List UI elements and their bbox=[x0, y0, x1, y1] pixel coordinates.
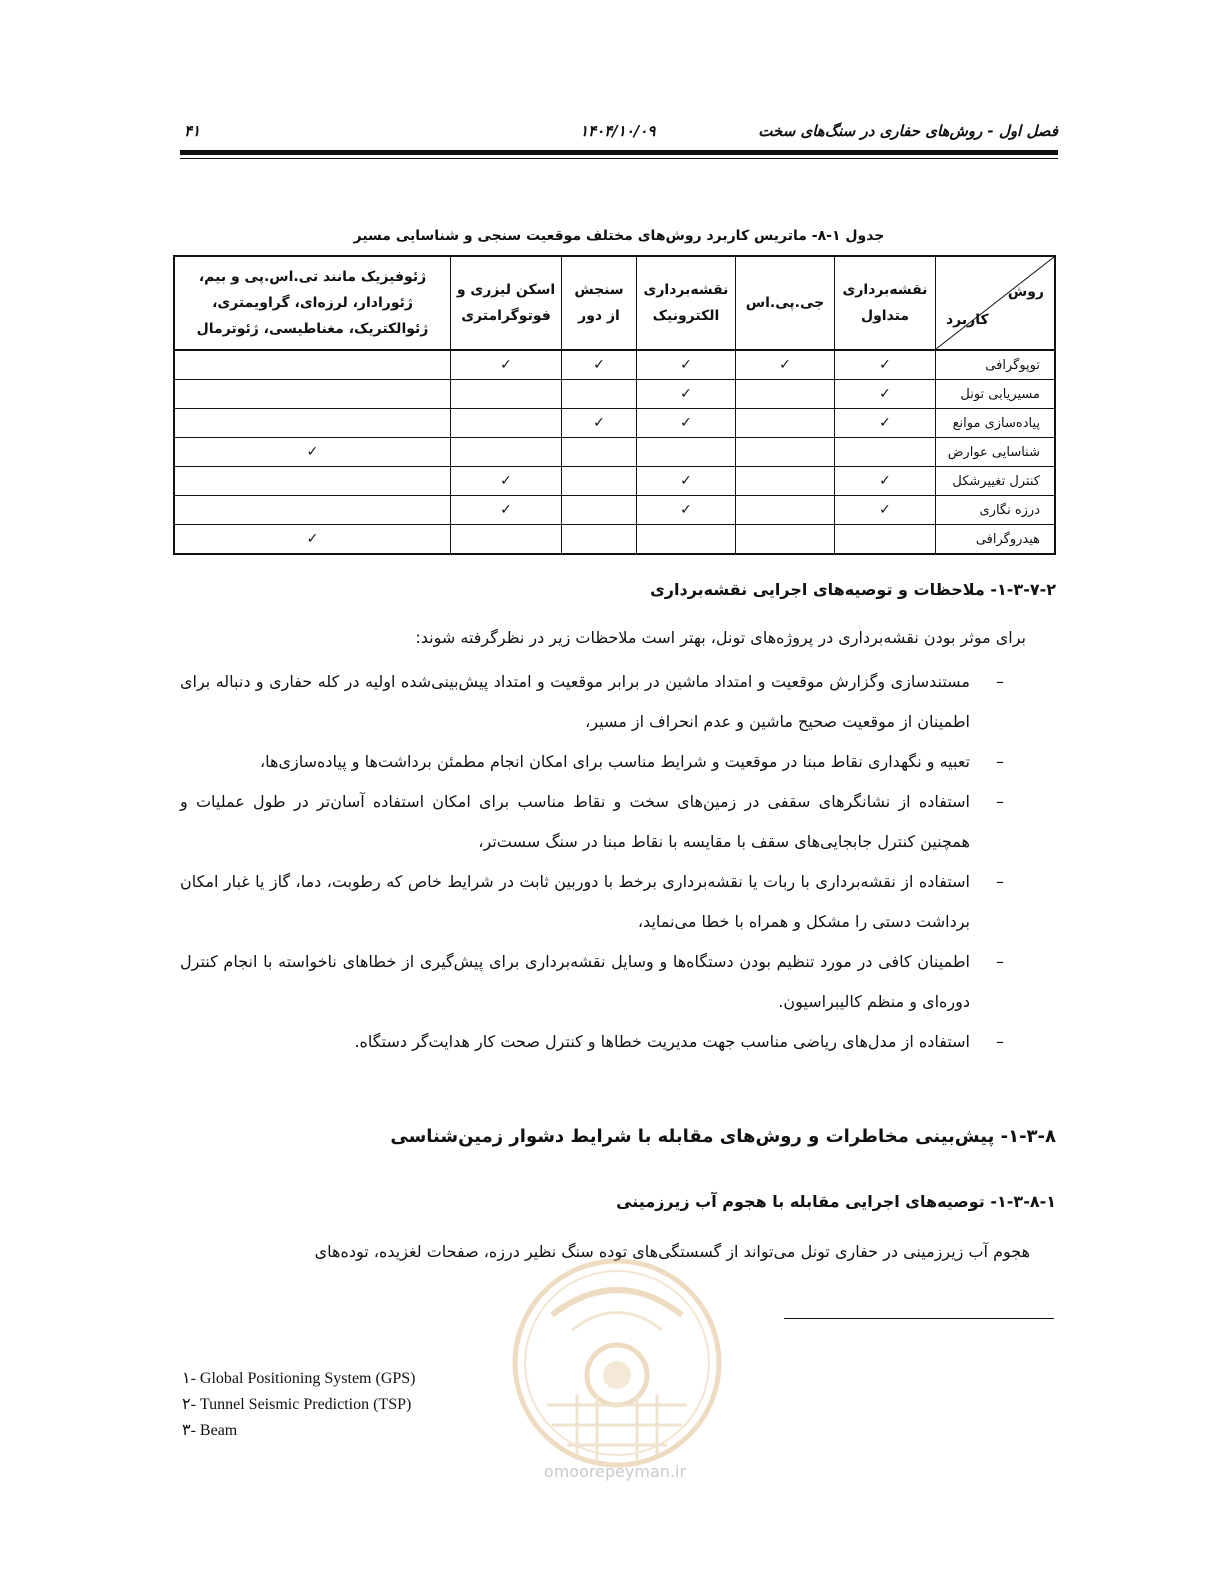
bullet-dash: – bbox=[996, 672, 1004, 691]
column-header bbox=[562, 256, 637, 350]
table-row bbox=[174, 380, 1055, 409]
watermark-url: omoorepeyman.ir bbox=[543, 1462, 687, 1481]
list-item bbox=[180, 862, 1004, 942]
subsection-heading: ۱-۳-۸-۱- توصیه‌های اجرایی مقابله با هجوم آب زیرزمینی bbox=[616, 1192, 1056, 1211]
header-rule-thick bbox=[180, 150, 1058, 155]
table-cell bbox=[451, 350, 562, 380]
table-cell bbox=[835, 438, 936, 467]
checkmark-icon: ✓ bbox=[593, 415, 605, 431]
checkmark-icon: ✓ bbox=[779, 357, 791, 373]
header-rule-thin bbox=[180, 158, 1058, 159]
list-item bbox=[180, 942, 1004, 1022]
table-cell bbox=[736, 438, 835, 467]
checkmark-icon: ✓ bbox=[879, 502, 891, 518]
bullet-dash: – bbox=[996, 1032, 1004, 1051]
bullet-dash: – bbox=[996, 792, 1004, 811]
table-cell bbox=[835, 409, 936, 438]
list-item bbox=[180, 1022, 1004, 1062]
table-cell bbox=[562, 380, 637, 409]
column-header-line: ژئورادار، لرزه‌ای، گراویمتری، bbox=[212, 295, 413, 311]
table-caption: جدول ۱-۸- ماتریس کاربرد روش‌های مختلف موقعیت سنجی و شناسایی مسیر bbox=[353, 228, 885, 244]
method-application-table bbox=[173, 255, 1056, 555]
bullet-dash: – bbox=[996, 872, 1004, 891]
table-cell bbox=[637, 380, 736, 409]
bullet-dash: – bbox=[996, 952, 1004, 971]
row-label: شناسایی عوارض bbox=[936, 438, 1056, 467]
checkmark-icon: ✓ bbox=[500, 502, 512, 518]
table-cell bbox=[637, 467, 736, 496]
table-cell bbox=[174, 438, 451, 467]
footnotes bbox=[182, 1366, 416, 1444]
column-header-line: سنجش bbox=[574, 282, 624, 298]
list-item bbox=[180, 782, 1004, 862]
table-row bbox=[174, 525, 1055, 555]
corner-header-cell bbox=[936, 256, 1056, 350]
column-header bbox=[835, 256, 936, 350]
checkmark-icon: ✓ bbox=[879, 357, 891, 373]
table-cell bbox=[174, 409, 451, 438]
table-cell bbox=[637, 350, 736, 380]
header-date: ۱۴۰۴/۱۰/۰۹ bbox=[580, 122, 656, 140]
table-cell bbox=[736, 467, 835, 496]
list-item-text: استفاده از نشانگرهای سقفی در زمین‌های سخت و نقاط مناسب برای امکان استفاده آسان‌تر در طول عملیات و همچنین کنترل جابجایی‌های سقف با مقایسه با نقاط مبنا در سنگ سست‌تر، bbox=[180, 792, 970, 851]
body-paragraph: هجوم آب زیرزمینی در حفاری تونل می‌تواند از گسستگی‌های توده سنگ نظیر درزه، صفحات لغزیده، توده‌های bbox=[314, 1242, 1030, 1261]
chapter-title: فصل اول - روش‌های حفاری در سنگ‌های سخت bbox=[758, 122, 1058, 140]
corner-method-label: روش bbox=[1007, 284, 1044, 300]
list-item-text: مستندسازی وگزارش موقعیت و امتداد ماشین در برابر موقعیت و امتداد پیش‌بینی‌شده اولیه در کله حفاری و دنباله برای اطمینان از موقعیت صحیح ماشین و عدم انحراف از مسیر، bbox=[180, 672, 970, 731]
table-cell bbox=[736, 380, 835, 409]
table-row bbox=[174, 350, 1055, 380]
table-cell bbox=[451, 525, 562, 555]
footnote-rule bbox=[784, 1318, 1054, 1319]
table-cell bbox=[174, 350, 451, 380]
footnote-item: ۲- Tunnel Seismic Prediction (TSP) bbox=[182, 1396, 412, 1413]
column-header-line: متداول bbox=[860, 308, 910, 324]
checkmark-icon: ✓ bbox=[306, 444, 319, 460]
intro-paragraph: برای موثر بودن نقشه‌برداری در پروژه‌های تونل، بهتر است ملاحظات زیر در نظرگرفته شوند: bbox=[415, 628, 1026, 647]
footnote-item: ۱- Global Positioning System (GPS) bbox=[182, 1370, 416, 1387]
row-label: کنترل تغییرشکل bbox=[936, 467, 1056, 496]
footnote-item: ۳- Beam bbox=[182, 1422, 238, 1439]
table-cell bbox=[174, 467, 451, 496]
table-cell bbox=[835, 380, 936, 409]
column-header-line: جی.پی.اس bbox=[745, 295, 825, 311]
corner-application-label: کاربرد bbox=[946, 312, 989, 328]
table-cell bbox=[835, 467, 936, 496]
row-label: پیاده‌سازی موانع bbox=[936, 409, 1056, 438]
table-header-row bbox=[174, 256, 1055, 350]
checkmark-icon: ✓ bbox=[680, 502, 692, 518]
list-item-text: اطمینان کافی در مورد تنظیم بودن دستگاه‌ها و وسایل نقشه‌برداری برای پیش‌گیری از خطاهای ناخواسته با انجام کنترل دوره‌ای و منظم کالیبراسیون. bbox=[180, 952, 970, 1011]
table-row bbox=[174, 438, 1055, 467]
row-label: درزه نگاری bbox=[936, 496, 1056, 525]
watermark-seal-icon bbox=[492, 1255, 742, 1485]
table-cell bbox=[562, 438, 637, 467]
table-cell bbox=[451, 496, 562, 525]
table-cell bbox=[637, 496, 736, 525]
table-cell bbox=[451, 380, 562, 409]
list-item-text: تعبیه و نگهداری نقاط مبنا در موقعیت و شرایط مناسب برای امکان انجام مطمئن برداشت‌ها و پیاده‌سازی‌ها، bbox=[260, 752, 970, 771]
table-cell bbox=[174, 380, 451, 409]
table-row bbox=[174, 496, 1055, 525]
list-item bbox=[180, 742, 1004, 782]
checkmark-icon: ✓ bbox=[879, 386, 891, 402]
list-item-text: استفاده از مدل‌های ریاضی مناسب جهت مدیریت خطاها و کنترل صحت کار هدایت‌گر دستگاه. bbox=[354, 1032, 970, 1051]
section-heading: ۱-۳-۸- پیش‌بینی مخاطرات و روش‌های مقابله با شرایط دشوار زمین‌شناسی bbox=[390, 1126, 1056, 1147]
column-header-line: نقشه‌برداری bbox=[842, 282, 928, 298]
table-cell bbox=[835, 525, 936, 555]
column-header bbox=[736, 256, 835, 350]
table-cell bbox=[562, 350, 637, 380]
checkmark-icon: ✓ bbox=[879, 415, 891, 431]
list-item bbox=[180, 662, 1004, 742]
column-header-line: ژئوالکتریک، مغناطیسی، ژئوترمال bbox=[196, 321, 429, 337]
row-label: توپوگرافی bbox=[936, 350, 1056, 380]
table-cell bbox=[562, 525, 637, 555]
table-cell bbox=[736, 496, 835, 525]
table-cell bbox=[451, 438, 562, 467]
table-cell bbox=[736, 525, 835, 555]
checkmark-icon: ✓ bbox=[680, 473, 692, 489]
page-number: ۴۱ bbox=[184, 122, 201, 140]
table-body bbox=[174, 350, 1055, 554]
checkmark-icon: ✓ bbox=[680, 357, 692, 373]
table-cell bbox=[562, 496, 637, 525]
table-row bbox=[174, 409, 1055, 438]
column-header bbox=[451, 256, 562, 350]
column-header-line: اسکن لیزری و bbox=[456, 282, 556, 298]
checkmark-icon: ✓ bbox=[879, 473, 891, 489]
table-cell bbox=[736, 350, 835, 380]
column-header-line: نقشه‌برداری bbox=[643, 282, 729, 298]
column-header-line: فوتوگرامتری bbox=[461, 308, 551, 324]
column-header-line: از دور bbox=[578, 308, 620, 324]
table-cell bbox=[637, 525, 736, 555]
running-header bbox=[180, 118, 1058, 146]
list-item-text: استفاده از نقشه‌برداری با ربات یا نقشه‌برداری برخط با دوربین ثابت در شرایط خاص که رطوبت، دما، گاز یا غبار امکان برداشت دستی را مشکل و همراه با خطا می‌نماید، bbox=[180, 872, 970, 931]
table-cell bbox=[451, 409, 562, 438]
table-cell bbox=[174, 496, 451, 525]
table-cell bbox=[637, 409, 736, 438]
column-header bbox=[174, 256, 451, 350]
table-cell bbox=[562, 409, 637, 438]
table-cell bbox=[451, 467, 562, 496]
checkmark-icon: ✓ bbox=[680, 386, 692, 402]
table-cell bbox=[562, 467, 637, 496]
row-label: هیدروگرافی bbox=[936, 525, 1056, 555]
checkmark-icon: ✓ bbox=[680, 415, 692, 431]
column-header-line: ژئوفیزیک مانند تی.اس.پی و بیم، bbox=[198, 269, 427, 285]
table-cell bbox=[174, 525, 451, 555]
checkmark-icon: ✓ bbox=[500, 473, 512, 489]
row-label: مسیریابی تونل bbox=[936, 380, 1056, 409]
table-cell bbox=[736, 409, 835, 438]
checkmark-icon: ✓ bbox=[306, 531, 319, 547]
checkmark-icon: ✓ bbox=[593, 357, 605, 373]
table-cell bbox=[835, 350, 936, 380]
bullet-dash: – bbox=[996, 752, 1004, 771]
table-cell bbox=[637, 438, 736, 467]
column-header bbox=[637, 256, 736, 350]
section-heading: ۱-۳-۷-۲- ملاحظات و توصیه‌های اجرایی نقشه‌برداری bbox=[650, 580, 1056, 599]
column-header-line: الکترونیک bbox=[652, 308, 720, 324]
table-row bbox=[174, 467, 1055, 496]
considerations-list bbox=[180, 662, 1004, 1062]
checkmark-icon: ✓ bbox=[500, 357, 512, 373]
table-cell bbox=[835, 496, 936, 525]
